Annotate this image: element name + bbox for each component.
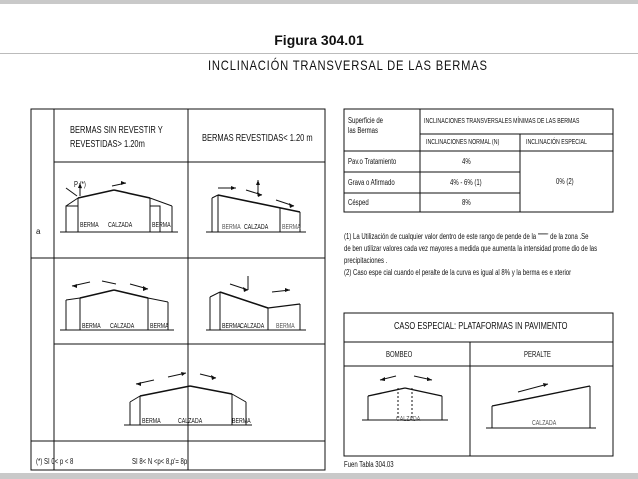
side-label: a [36,227,41,236]
note-2: (2) Caso espe cial cuando el peralte de la curva es igual al 8% y la berma es e xterior [344,268,572,277]
row-surface: Pav.o Tratamiento [348,157,397,166]
page-title: INCLINACIÓN TRANSVERSAL DE LAS BERMAS [208,57,488,73]
col1-header-line1: BERMAS SIN REVESTIR Y [70,125,163,136]
table-subheader-normal: INCLINACIONES NORMAL (N) [426,139,500,146]
note-1-line2: de ben utilizar valores cada vez mayores a medida que aumenta la intensidad prome dio de las [344,244,598,253]
note-1-line1: (1) La Utilización de cualquier valor dentro de este rango de pende de la """"" de la zona .Se [344,232,589,241]
label-berma: BERMA [222,323,241,330]
label-berma: BERMA [82,323,101,330]
special-case-frame [344,313,613,456]
col1-header-line2: REVESTIDAS> 1.20m [70,139,145,150]
section-r2c2 [206,276,306,330]
label-berma: BERMA [80,222,99,229]
special-value: 0% (2) [556,177,574,186]
label-calzada: CALZADA [110,323,135,330]
label-calzada: CALZADA [244,224,269,231]
footnote-left: (*) SI 0< p < 8 [36,457,74,466]
label-calzada: CALZADA [178,418,203,425]
table-subheader-special: INCLINACIÓN ESPECIAL [526,139,587,146]
bombeo-label: BOMBEO [386,350,413,359]
peralte-label: PERALTE [524,350,551,359]
row-surface: Grava o Afirmado [348,178,395,187]
label-calzada: CALZADA [108,222,133,229]
label-berma: BERMA [150,323,169,330]
row-surface: Césped [348,198,369,207]
p-label: P (*) [74,180,86,189]
bombeo-calzada-label: CALZADA [396,416,421,423]
label-calzada: CALZADA [240,323,265,330]
note-1-line3: precipitaciones . [344,256,388,265]
figure-caption: Figura 304.01 [274,32,364,48]
table-group-header: INCLINACIONES TRANSVERSALES MÍNIMAS DE LAS BERMAS [424,118,580,125]
col2-header: BERMAS REVESTIDAS< 1.20 m [202,133,313,144]
label-berma: BERMA [282,224,301,231]
source-note: Fuen Tabla 304.03 [344,460,394,469]
left-panel-frame [31,109,325,470]
special-case-title: CASO ESPECIAL: PLATAFORMAS IN PAVIMENTO [394,321,568,332]
row-normal: 8% [462,198,471,207]
table-col1-header-line1: Superficie de [348,116,384,125]
label-berma: BERMA [222,224,241,231]
label-berma: BERMA [142,418,161,425]
footnote-mid: SI 8< N <p< 8,p'= 8p [132,457,188,466]
row-normal: 4% [462,157,471,166]
label-berma: BERMA [232,418,251,425]
label-berma: BERMA [152,222,171,229]
peralte-calzada-label: CALZADA [532,420,557,427]
label-berma: BERMA [276,323,295,330]
row-normal: 4% - 6% (1) [450,178,482,187]
table-col1-header-line2: las Bermas [348,126,379,135]
bombeo-drawing [362,376,448,420]
